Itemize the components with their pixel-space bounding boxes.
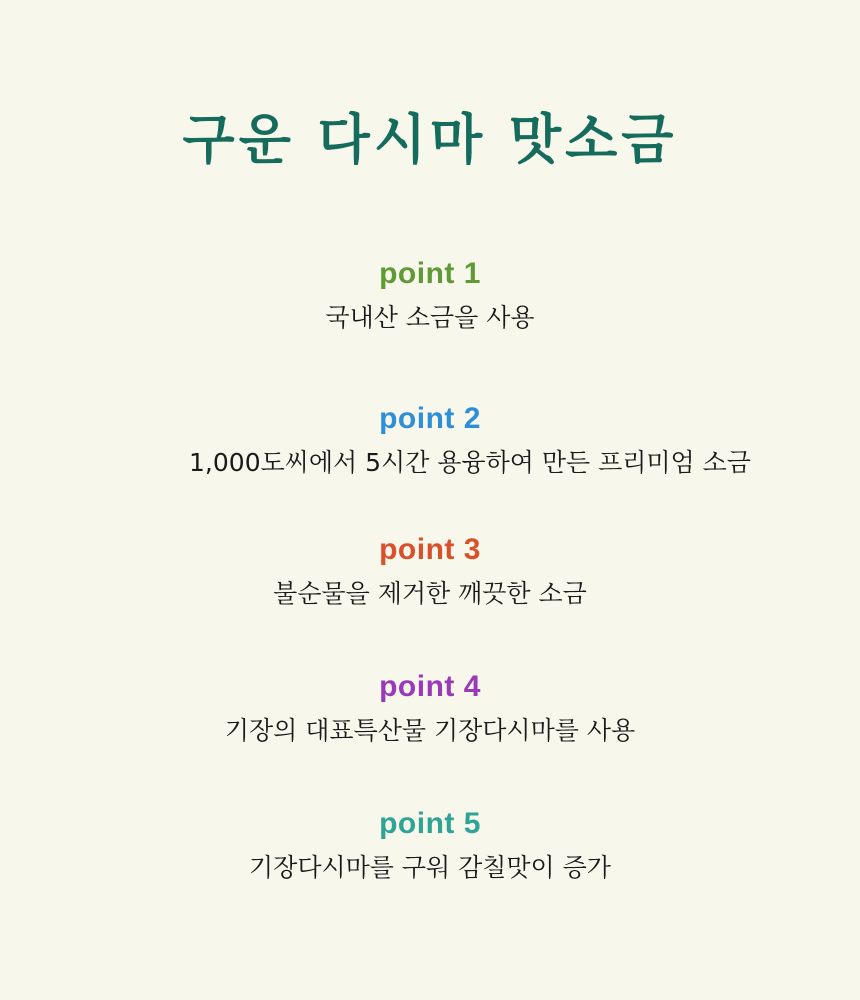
point-section-2 <box>0 401 860 479</box>
point-label-2: point 2 <box>379 402 481 435</box>
point-section-5 <box>0 806 860 884</box>
point-section-1 <box>0 256 860 334</box>
point-description-1: 국내산 소금을 사용 <box>325 303 535 332</box>
point-label-5: point 5 <box>379 807 481 840</box>
point-description-3: 불순물을 제거한 깨끗한 소금 <box>273 579 587 608</box>
point-section-3 <box>0 532 860 610</box>
point-label-1: point 1 <box>379 257 481 290</box>
point-label-4: point 4 <box>379 670 481 703</box>
point-description-4: 기장의 대표특산물 기장다시마를 사용 <box>224 716 636 745</box>
point-description-5: 기장다시마를 구워 감칠맛이 증가 <box>249 853 611 882</box>
point-description-2: 1,000도씨에서 5시간 용융하여 만든 프리미엄 소금 <box>189 448 751 477</box>
point-label-3: point 3 <box>379 533 481 566</box>
page-title: 구운 다시마 맛소금 <box>182 108 678 171</box>
point-section-4 <box>0 669 860 747</box>
